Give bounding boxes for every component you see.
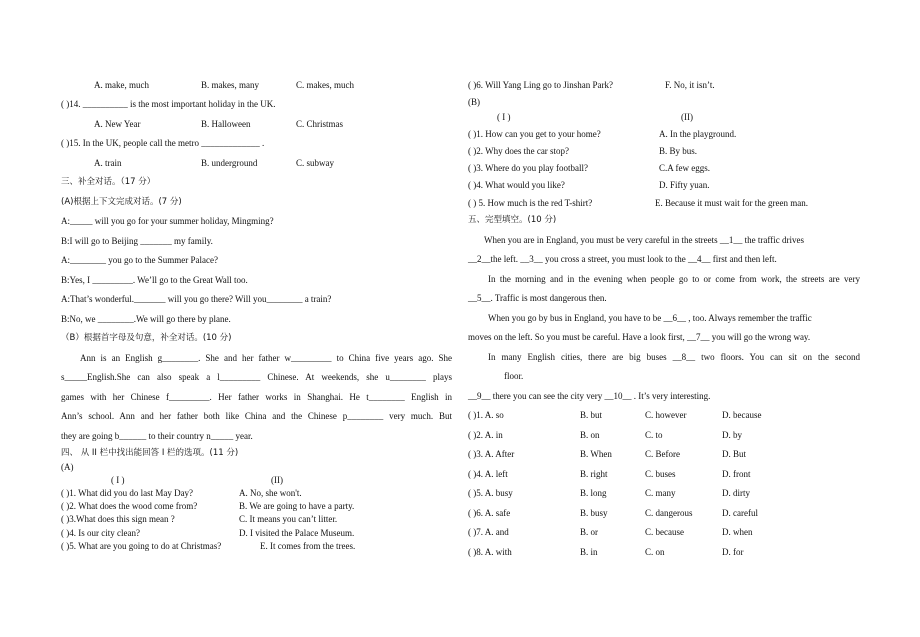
option-d: D. dirty — [722, 488, 750, 498]
column-ii-header: (II) — [271, 475, 283, 485]
option-row-question: ( )3. A. After — [468, 449, 515, 459]
option-row-question: ( )1. A. so — [468, 410, 504, 420]
passage-line: games with her Chinese f_________. Her father works in Shanghai. He t________ English in — [61, 392, 452, 402]
dialog-line: A:That’s wonderful._______ will you go there? Will you________ a train? — [61, 294, 332, 304]
option-b: B. or — [580, 527, 598, 537]
passage-line: Ann’s school. Ann and her father both like China and the Chinese p________ very much. But — [61, 411, 452, 421]
match-question: ( )2. Why does the car stop? — [468, 146, 570, 156]
match-answer: E. It comes from the trees. — [260, 541, 356, 551]
match-answer: B. By bus. — [659, 146, 698, 156]
option-c: C. to — [645, 430, 663, 440]
q14-option-c: C. Christmas — [296, 119, 344, 129]
option-row-question: ( )2. A. in — [468, 430, 503, 440]
option-row-question: ( )7. A. and — [468, 527, 509, 537]
passage-line: they are going b______ to their country n_____ year. — [61, 431, 253, 441]
q15-option-a: A. train — [94, 158, 122, 168]
q6-question: ( )6. Will Yang Ling go to Jinshan Park? — [468, 80, 613, 90]
cloze-line: In the morning and in the evening when people go to or come from work, the streets are very — [488, 274, 860, 284]
cloze-line: When you go by bus in England, you have to be __6__ , too. Always remember the traffic — [488, 313, 812, 323]
match-answer: C. It means you can’t litter. — [239, 514, 338, 524]
section-4-title: 四、 从 II 栏中找出能回答 I 栏的选项。(11 分) — [61, 448, 239, 458]
section-3-title: 三、补全对话。（17 分） — [61, 177, 156, 187]
option-row-question: ( )4. A. left — [468, 469, 508, 479]
q13-option-b: B. makes, many — [201, 80, 259, 90]
cloze-line: floor. — [504, 371, 524, 381]
match-question: ( ) 5. How much is the red T-shirt? — [468, 198, 593, 208]
section-4a-label: (A) — [61, 462, 74, 472]
option-row-question: ( )6. A. safe — [468, 508, 511, 518]
column-ii-header: (II) — [681, 112, 693, 122]
option-b: B. on — [580, 430, 600, 440]
option-d: D. by — [722, 430, 742, 440]
match-answer: B. We are going to have a party. — [239, 501, 355, 511]
q15-stem: ( )15. In the UK, people call the metro _____________ . — [61, 138, 265, 148]
q6-answer: F. No, it isn’t. — [665, 80, 715, 90]
cloze-line: When you are in England, you must be very careful in the streets __1__ the traffic drives — [484, 235, 804, 245]
option-d: D. for — [722, 547, 744, 557]
cloze-line: __9__ there you can see the city very __10__ . It’s very interesting. — [468, 391, 711, 401]
option-b: B. in — [580, 547, 598, 557]
section-3a-title: (A)根据上下文完成对话。(7 分) — [61, 197, 182, 207]
option-row-question: ( )5. A. busy — [468, 488, 513, 498]
dialog-line: B:No, we ________.We will go there by plane. — [61, 314, 231, 324]
passage-line: s_____English.She can also speak a l_________ Chinese. At weekends, she u________ plays — [61, 372, 452, 382]
option-c: C. many — [645, 488, 676, 498]
dialog-line: B:I will go to Beijing _______ my family. — [61, 236, 213, 246]
q13-option-c: C. makes, much — [296, 80, 354, 90]
cloze-line: __2__the left. __3__ you cross a street, you must look to the __4__ first and then left. — [468, 254, 777, 264]
cloze-line: __5__. Traffic is most dangerous then. — [468, 293, 607, 303]
match-answer: A. No, she won't. — [239, 488, 302, 498]
option-b: B. right — [580, 469, 608, 479]
match-answer: A. In the playground. — [659, 129, 737, 139]
q14-option-a: A. New Year — [94, 119, 141, 129]
q14-option-b: B. Halloween — [201, 119, 251, 129]
option-d: D. front — [722, 469, 751, 479]
option-c: C. because — [645, 527, 684, 537]
option-c: C. on — [645, 547, 665, 557]
option-b: B. but — [580, 410, 603, 420]
q13-option-a: A. make, much — [94, 80, 149, 90]
option-d: D. because — [722, 410, 762, 420]
option-c: C. however — [645, 410, 687, 420]
cloze-line: In many English cities, there are big buses __8__ two floors. You can sit on the second — [488, 352, 860, 362]
match-question: ( )4. Is our city clean? — [61, 528, 140, 538]
match-answer: E. Because it must wait for the green man. — [655, 198, 808, 208]
dialog-line: A:________ you go to the Summer Palace? — [61, 255, 218, 265]
passage-line: Ann is an English g________. She and her father w_________ to China five years ago. She — [80, 353, 452, 363]
match-question: ( )3. Where do you play football? — [468, 163, 589, 173]
match-question: ( )1. How can you get to your home? — [468, 129, 601, 139]
dialog-line: A:_____ will you go for your summer holiday, Mingming? — [61, 216, 274, 226]
column-i-header: ( I ) — [111, 475, 125, 485]
option-row-question: ( )8. A. with — [468, 547, 512, 557]
section-3b-title: （B）根据首字母及句意，补全对话。(10 分) — [61, 333, 232, 343]
option-c: C. buses — [645, 469, 676, 479]
match-question: ( )1. What did you do last May Day? — [61, 488, 194, 498]
match-answer: D. Fifty yuan. — [659, 180, 710, 190]
match-question: ( )2. What does the wood come from? — [61, 501, 198, 511]
option-d: D. when — [722, 527, 753, 537]
section-b-label: (B) — [468, 97, 480, 107]
option-c: C. Before — [645, 449, 680, 459]
dialog-line: B:Yes, I _________. We’ll go to the Great Wall too. — [61, 275, 248, 285]
cloze-line: moves on the left. So you must be careful. Have a look first, __7__ you will go the wrong way. — [468, 332, 811, 342]
option-d: D. careful — [722, 508, 758, 518]
q14-stem: ( )14. __________ is the most important holiday in the UK. — [61, 99, 276, 109]
option-b: B. busy — [580, 508, 608, 518]
option-d: D. But — [722, 449, 747, 459]
option-b: B. When — [580, 449, 612, 459]
match-answer: D. I visited the Palace Museum. — [239, 528, 355, 538]
option-b: B. long — [580, 488, 607, 498]
match-answer: C.A few eggs. — [659, 163, 710, 173]
section-5-title: 五、完型填空。(10 分) — [468, 215, 557, 225]
q15-option-b: B. underground — [201, 158, 258, 168]
column-i-header: ( I ) — [497, 112, 511, 122]
match-question: ( )5. What are you going to do at Christmas? — [61, 541, 222, 551]
q15-option-c: C. subway — [296, 158, 334, 168]
match-question: ( )3.What does this sign mean ? — [61, 514, 175, 524]
match-question: ( )4. What would you like? — [468, 180, 565, 190]
option-c: C. dangerous — [645, 508, 693, 518]
